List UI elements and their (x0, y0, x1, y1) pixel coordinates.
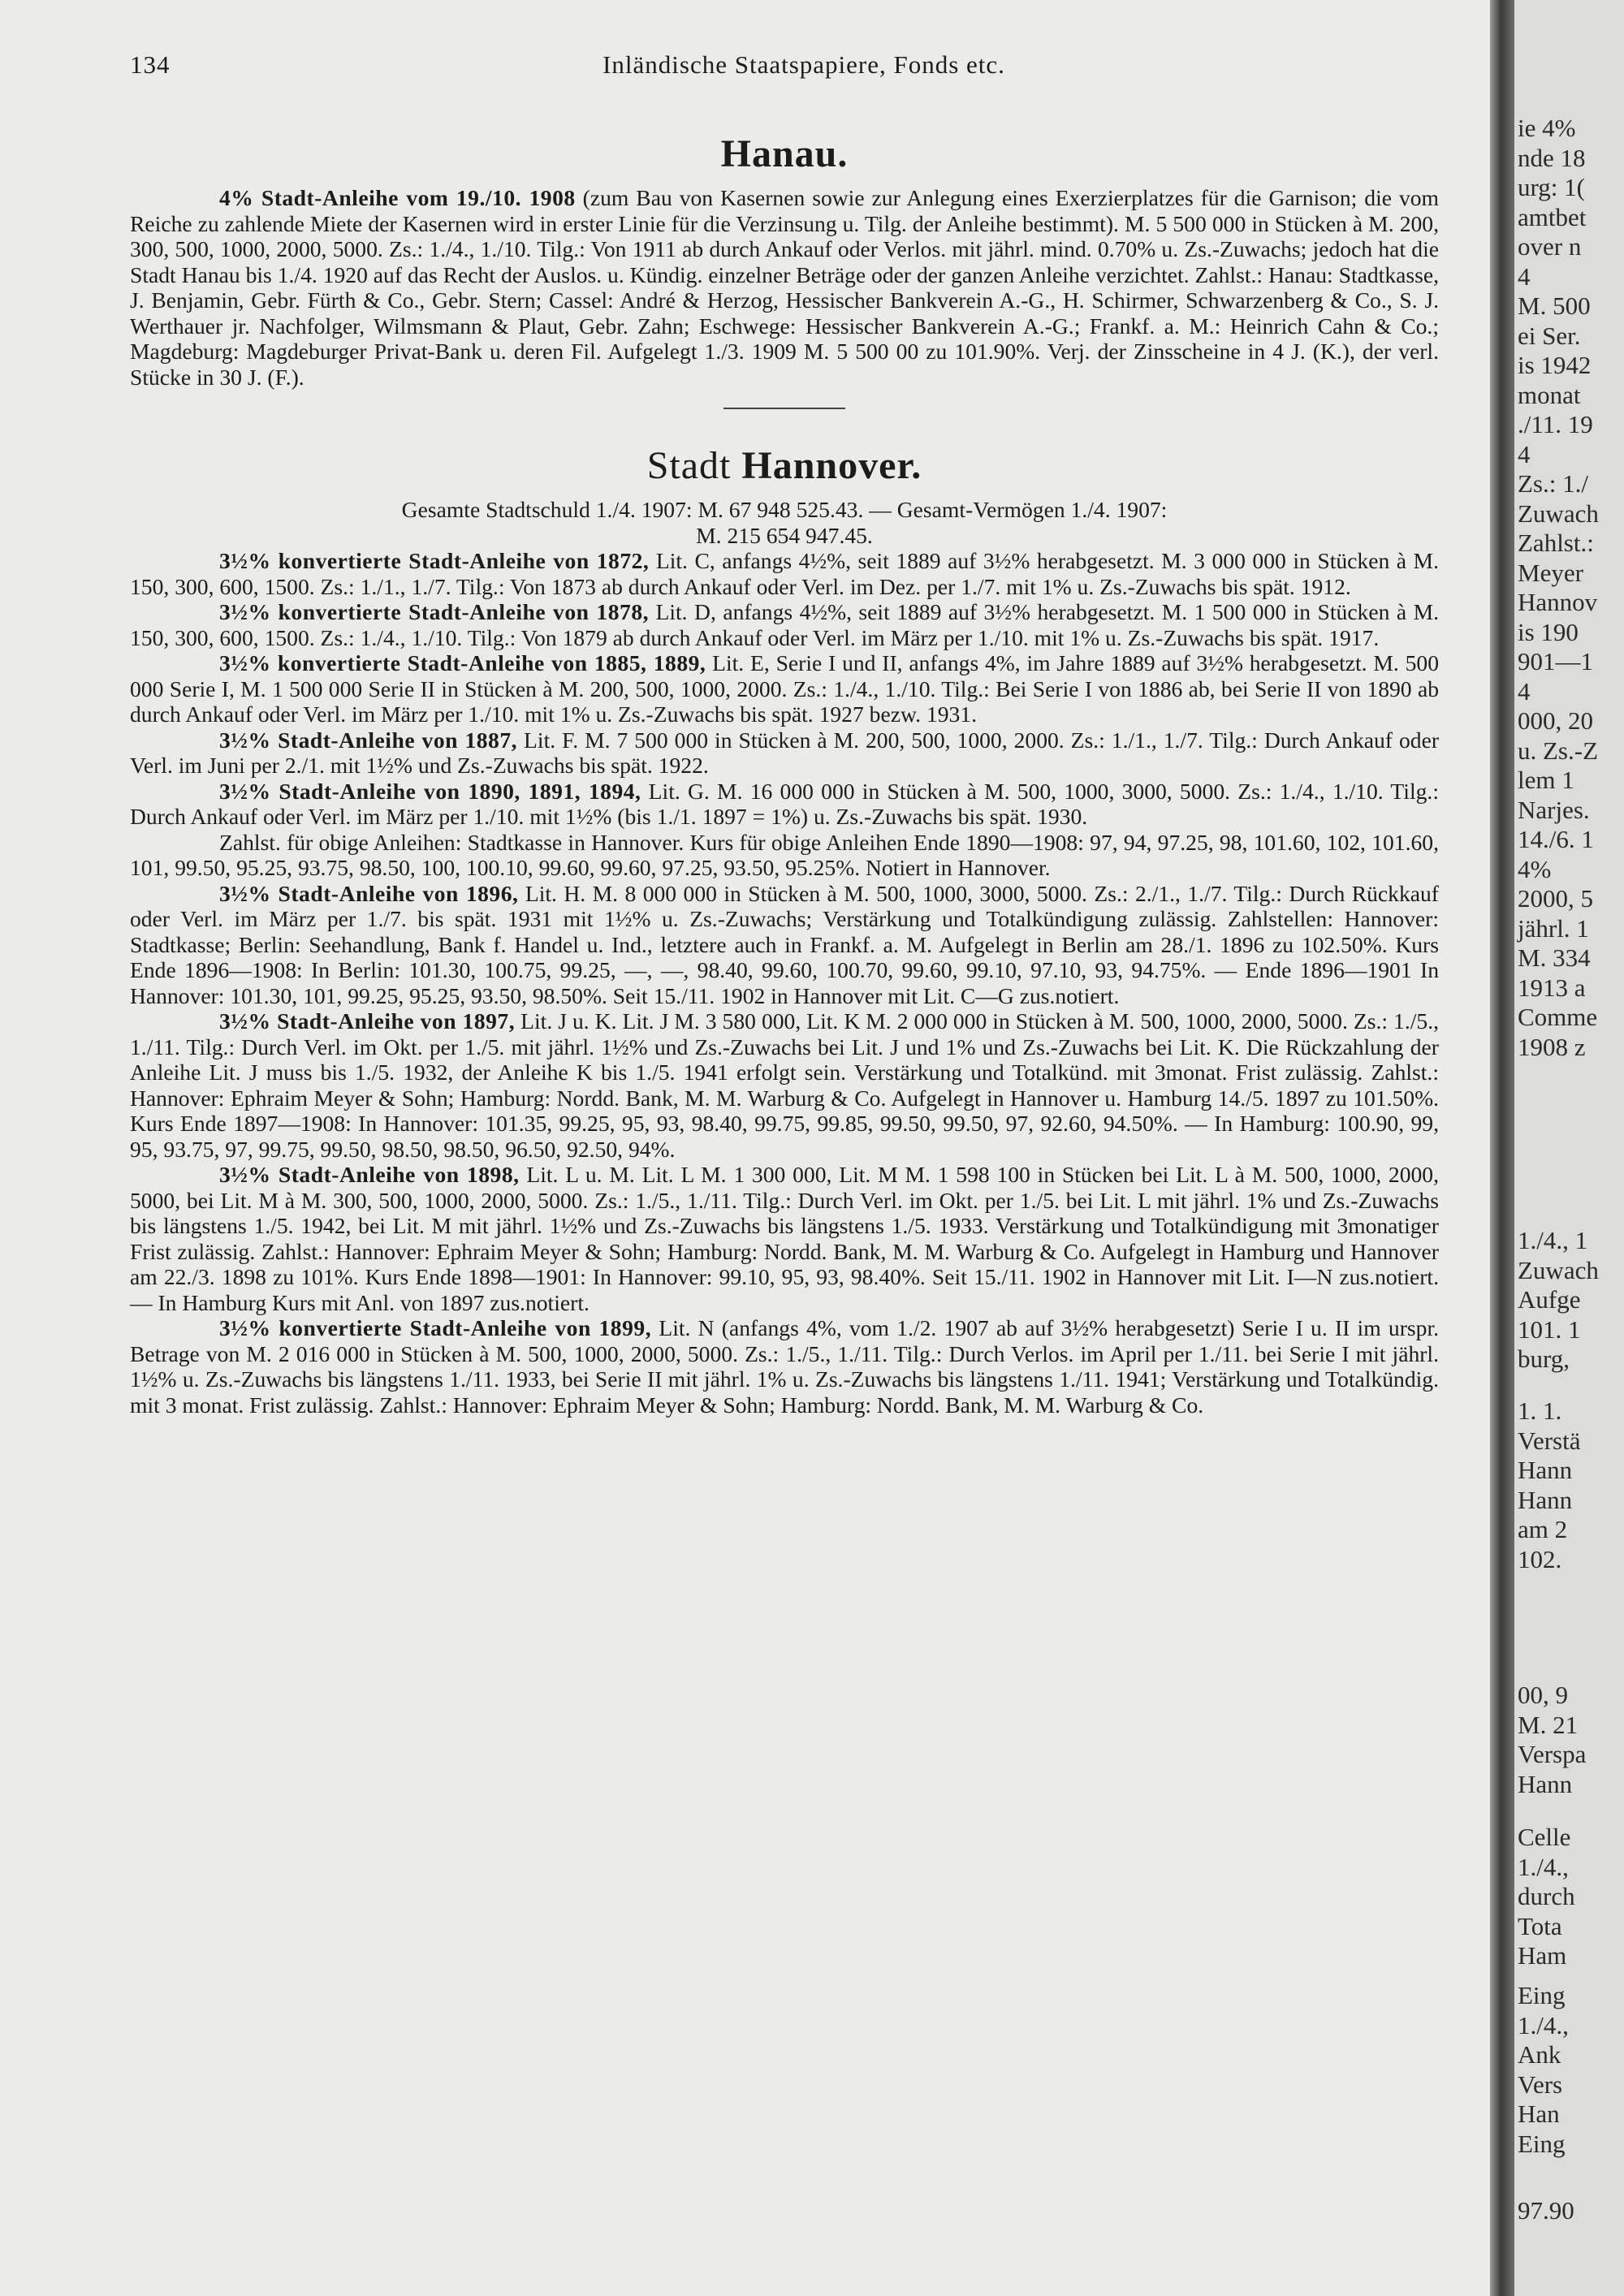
facing-page-fragment: Meyer (1518, 558, 1583, 587)
bond-text: Lit. E, Serie I und II, anfangs 4%, im Jahre 1889 auf 3½% herabgesetzt. M. 500 000 Serie I, M. 1 500 000 Serie II in Stücken à M. 200, 500, 1000, 2000. Zs.: 1./4., 1./10. Tilg.: Bei Serie I von 1886 ab, bei Serie II von 1890 ab durch Ankauf oder Verl. im März per 1./10. mit 1% u. Zs.-Zuwachs bis spät. 1927 bezw. 1931. (130, 650, 1439, 727)
facing-page-fragment: ./11. 19 (1518, 410, 1593, 438)
facing-page-fragment: nde 18 (1518, 143, 1586, 172)
facing-page-fragment: 1908 z (1518, 1032, 1586, 1061)
facing-page-fragment: is 1942 (1518, 351, 1592, 379)
bond-text: Lit. F. M. 7 500 000 in Stücken à M. 200, 500, 1000, 2000. Zs.: 1./1., 1./7. Tilg.: Durch Ankauf oder Verl. im Juni per 2./1. mit 1½% und Zs.-Zuwachs bis spät. 1922. (130, 727, 1440, 778)
bond-entry (130, 727, 1439, 779)
section-divider (723, 408, 845, 409)
facing-page-fragment: Aufge (1518, 1285, 1581, 1314)
bond-text: Lit. D, anfangs 4½%, seit 1889 auf 3½% herabgesetzt. M. 1 500 000 in Stücken à M. 150, 300, 600, 1500. Zs.: 1./4., 1./10. Tilg.: Von 1879 ab durch Ankauf oder Verl. im März per 1./10. mit 1% u. Zs.-Zuwachs bis spät. 1917. (130, 599, 1440, 650)
facing-page-fragment: 4 (1518, 261, 1531, 291)
facing-page-fragment: 4 (1518, 439, 1531, 468)
facing-page-fragment: Zuwach (1518, 498, 1599, 528)
facing-page-fragment: Zuwach (1518, 1255, 1599, 1284)
bond-entry (130, 779, 1439, 830)
facing-page-fragment: Hann (1518, 1456, 1573, 1484)
facing-page-fragment: is 190 (1518, 617, 1579, 646)
facing-page-fragment: M. 334 (1518, 943, 1591, 972)
facing-page-fragment: u. Zs.-Z (1518, 736, 1599, 765)
facing-page-fragment: Eing (1518, 1981, 1566, 2009)
facing-page-fragment: 2000, 5 (1518, 884, 1593, 913)
facing-page-fragment: Ham (1518, 1941, 1567, 1970)
facing-page-fragment: burg, (1518, 1344, 1570, 1373)
bond-heading: 3½% konvertierte Stadt-Anleihe von 1885, 1889, (219, 650, 706, 675)
facing-page-fragment: Tota (1518, 1911, 1562, 1940)
facing-page-fragment: Zahlst.: (1518, 529, 1594, 557)
bond-heading: 4% Stadt-Anleihe vom 19./10. 1908 (219, 185, 576, 210)
debt-summary-line: Gesamte Stadtschuld 1./4. 1907: M. 67 948 525.43. — Gesamt-Vermögen 1./4. 1907: (401, 497, 1168, 522)
bond-heading: 3½% Stadt-Anleihe von 1897, (219, 1008, 516, 1034)
bond-entry (130, 1315, 1439, 1418)
bond-heading: 3½% konvertierte Stadt-Anleihe von 1899, (219, 1315, 652, 1340)
title-city: Hannover. (741, 444, 922, 487)
facing-page-fragment: M. 21 (1518, 1710, 1579, 1739)
facing-page-fragment: Hann (1518, 1485, 1573, 1514)
facing-page-fragment: Comme (1518, 1003, 1598, 1031)
facing-page-fragment: jährl. 1 (1518, 913, 1589, 943)
title-prefix: Stadt (646, 444, 742, 487)
bond-heading: 3½% Stadt-Anleihe von 1898, (219, 1162, 520, 1187)
facing-page-fragment: 00, 9 (1518, 1681, 1568, 1709)
facing-page-fragment: Ank (1518, 2040, 1561, 2069)
facing-page-fragment: Hann (1518, 1769, 1573, 1798)
facing-page-fragment: over n (1518, 232, 1582, 261)
facing-page-fragment: M. 500 (1518, 291, 1591, 320)
bond-entry (130, 881, 1439, 1009)
bond-text: Lit. N (anfangs 4%, vom 1./2. 1907 ab auf 3½% herabgesetzt) Serie I u. II im urspr. Betrage von M. 2 016 000 in Stücken à M. 500, 1000, 2000, 5000. Zs.: 1./5., 1./11. Tilg.: Durch Verlos. im April per 1./11. bei Serie I mit jährl. 1½% u. Zs.-Zuwachs bis längstens 1./11. 1933, bei Serie II mit jährl. 1% u. Zs.-Zuwachs bis längstens 1./11. 1941; Verstärkung und Totalkündig. mit 3 monat. Frist zulässig. Zahlst.: Hannover: Ephraim Meyer & Sohn; Hamburg: Nordd. Bank, M. M. Warburg & Co. (130, 1315, 1440, 1418)
facing-page-fragment: amtbet (1518, 202, 1587, 231)
facing-page-fragment: 14./6. 1 (1518, 825, 1594, 853)
facing-page-fragment: Celle (1518, 1823, 1571, 1851)
bond-text: Lit. C, anfangs 4½%, seit 1889 auf 3½% herabgesetzt. M. 3 000 000 in Stücken à M. 150, 300, 600, 1500. Zs.: 1./1., 1./7. Tilg.: Von 1873 ab durch Ankauf oder Verl. im Dez. per 1./7. mit 1% u. Zs.-Zuwachs bis spät. 1912. (130, 548, 1439, 599)
assets-summary-line: M. 215 654 947.45. (696, 522, 873, 548)
section-title-hannover (130, 442, 1439, 490)
facing-page-fragment: urg: 1( (1518, 173, 1585, 201)
bond-heading: 3½% Stadt-Anleihe von 1896, (219, 880, 519, 906)
facing-page-fragment: Verspa (1518, 1740, 1587, 1768)
facing-page-fragment: 102. (1518, 1544, 1562, 1573)
facing-page-fragment: Zs.: 1./ (1518, 469, 1588, 498)
page-content (130, 130, 1439, 1418)
facing-page-fragment: 4 (1518, 676, 1531, 706)
running-title: Inländische Staatspapiere, Fonds etc. (603, 50, 1005, 79)
bond-text: Zahlst. für obige Anleihen: Stadtkasse in Hannover. Kurs für obige Anleihen Ende 1890—1908: 97, 94, 97.25, 98, 101.60, 102, 101.60, 101, 99.50, 95.25, 93.75, 98.50, 100, 100.10, 99.60, 99.60, 97.25, 93.50, 95.25%. Notiert in Hannover. (130, 829, 1439, 880)
bond-text: Lit. G. M. 16 000 000 in Stücken à M. 500, 1000, 3000, 5000. Zs.: 1./4., 1./10. Tilg.: Durch Ankauf oder Verl. im März per 1./10. mit 1½% (bis 1./1. 1897 = 1%) u. Zs.-Zuwachs bis spät. 1930. (130, 778, 1439, 829)
facing-page-fragment: 1./4., 1 (1518, 1226, 1588, 1254)
book-gutter (1490, 0, 1514, 2296)
facing-page-fragment: Vers (1518, 2069, 1563, 2099)
bond-entry (130, 1008, 1439, 1162)
bond-text: Lit. H. M. 8 000 000 in Stücken à M. 500, 1000, 3000, 5000. Zs.: 2./1., 1./7. Tilg.: Durch Rückkauf oder Verl. im März per 1./7. bis spät. 1931 mit 1½% u. Zs.-Zuwachs; Verstärkung und Totalkündigung zulässig. Zahlstellen: Hannover: Stadtkasse; Berlin: Seehandlung, Bank f. Handel u. Ind., letztere auch in Frankf. a. M. Aufgelegt in Berlin am 28./1. 1896 zu 102.50%. Kurs Ende 1896—1908: In Berlin: 101.30, 100.75, 99.25, —, —, 98.40, 99.60, 100.70, 99.60, 99.10, 97.10, 93, 94.75%. — Ende 1896—1901 In Hannover: 101.30, 101, 99.25, 95.25, 93.50, 98.50%. Seit 15./11. 1902 in Hannover mit Lit. C—G zus.notiert. (130, 880, 1439, 1008)
bond-entry (130, 650, 1439, 727)
bond-entry (130, 548, 1439, 599)
facing-page-edge (1514, 0, 1624, 2296)
bond-entry (130, 1162, 1439, 1315)
section-title-hanau: Hanau. (720, 132, 849, 175)
bond-heading: 3½% konvertierte Stadt-Anleihe von 1878, (219, 599, 650, 624)
facing-page-fragment: 101. 1 (1518, 1314, 1581, 1344)
page-number: 134 (130, 50, 171, 79)
bond-heading: 3½% konvertierte Stadt-Anleihe von 1872, (219, 548, 650, 573)
page-header (130, 50, 1478, 86)
facing-page-fragment: Han (1518, 2100, 1560, 2128)
facing-page-fragment: 1./4., (1518, 1852, 1569, 1881)
facing-page-fragment: Eing (1518, 2129, 1566, 2158)
bond-heading: 3½% Stadt-Anleihe von 1887, (219, 727, 518, 753)
facing-page-fragment: lem 1 (1518, 766, 1574, 794)
facing-page-fragment: ei Ser. (1518, 321, 1581, 350)
bond-text: Lit. L u. M. Lit. L M. 1 300 000, Lit. M M. 1 598 100 in Stücken bei Lit. L à M. 500, 1000, 2000, 5000, bei Lit. M à M. 300, 500, 1000, 2000, 5000. Zs.: 1./5., 1./11. Tilg.: Durch Verl. im Okt. per 1./5. bei Lit. L mit jährl. 1% und Zs.-Zuwachs bis längstens 1./5. 1942, bei Lit. M mit jährl. 1½% und Zs.-Zuwachs bis längstens 1./5. 1933. Verstärkung und Totalkündigung mit 3monatiger Frist zulässig. Zahlst.: Hannover: Ephraim Meyer & Sohn; Hamburg: Nordd. Bank, M. M. Warburg & Co. Aufgelegt in Hamburg und Hannover am 22./3. 1898 zu 101%. Kurs Ende 1898—1901: In Hannover: 99.10, 95, 93, 98.40%. Seit 15./11. 1902 in Hannover mit Lit. I—N zus.notiert. — In Hamburg Kurs mit Anl. von 1897 zus.notiert. (130, 1162, 1439, 1315)
facing-page-fragment: 000, 20 (1518, 706, 1593, 735)
facing-page-fragment: ie 4% (1518, 114, 1576, 142)
facing-page-fragment: 97.90 (1518, 2196, 1574, 2225)
bond-heading: 3½% Stadt-Anleihe von 1890, 1891, 1894, (219, 778, 641, 804)
facing-page-fragment: durch (1518, 1882, 1575, 1910)
facing-page-fragment: Narjes. (1518, 795, 1590, 824)
bond-text: Lit. J u. K. Lit. J M. 3 580 000, Lit. K M. 2 000 000 in Stücken à M. 500, 1000, 2000, 5000. Zs.: 1./5., 1./11. Tilg.: Durch Verl. im Okt. per 1./5. mit jährl. 1½% und Zs.-Zuwachs bei Lit. J und 1% und Zs.-Zuwachs bei Lit. K. Die Rückzahlung der Anleihe Lit. J muss bis 1./5. 1932, der Anleihe K bis 1./5. 1941 erfolgt sein. Verstärkung und Totalkünd. mit 3monat. Frist zulässig. Zahlst.: Hannover: Ephraim Meyer & Sohn; Hamburg: Nordd. Bank, M. M. Warburg & Co. Aufgelegt in Hannover u. Hamburg 14./5. 1897 zu 101.50%. Kurs Ende 1897—1908: In Hannover: 101.35, 99.25, 95, 93, 98.40, 99.75, 99.85, 99.50, 99.50, 97, 92.60, 94.50%. — In Hamburg: 100.90, 99, 95, 93.75, 97, 99.75, 99.50, 98.50, 98.50, 96.50, 92.50, 94%. (130, 1008, 1439, 1162)
paying-agents-note (130, 830, 1439, 881)
facing-page-fragment: Verstä (1518, 1426, 1581, 1455)
facing-page-fragment: 1./4., (1518, 2010, 1569, 2039)
bond-entry (130, 185, 1439, 390)
facing-page-fragment: 4% (1518, 854, 1552, 883)
facing-page-fragment: 1913 a (1518, 973, 1586, 1002)
facing-page-fragment: Hannov (1518, 588, 1598, 616)
facing-page-fragment: monat (1518, 380, 1581, 409)
facing-page-fragment: 1. 1. (1518, 1396, 1562, 1425)
facing-page-fragment: am 2 (1518, 1515, 1568, 1543)
bond-text: (zum Bau von Kasernen sowie zur Anlegung eines Exerzierplatzes für die Garnison; die vom Reiche zu zahlende Miete der Kasernen wird in erster Linie für die Verzinsung u. Tilg. der Anleihe bestimmt). M. 5 500 000 in Stücken à M. 200, 300, 500, 1000, 2000, 5000. Zs.: 1./4., 1./10. Tilg.: Von 1911 ab durch Ankauf oder Verlos. mit jährl. mind. 0.70% u. Zs.-Zuwachs; jedoch hat die Stadt Hanau bis 1./4. 1920 auf das Recht der Auslos. u. Kündig. einzelner Beträge oder der ganzen Anleihe verzichtet. Zahlst.: Hanau: Stadtkasse, J. Benjamin, Gebr. Fürth & Co., Gebr. Stern; Cassel: André & Herzog, Hessischer Bankverein A.-G., H. Schirmer, Schwarzenberg & Co., S. J. Werthauer jr. Nachfolger, Wilmsmann & Plaut, Gebr. Zahn; Eschwege: Hessischer Bankverein A.-G.; Frankf. a. M.: Heinrich Cahn & Co.; Magdeburg: Magdeburger Privat-Bank u. deren Fil. Aufgelegt 1./3. 1909 M. 5 500 00 zu 101.90%. Verj. der Zinsscheine in 4 J. (K.), der verl. Stücke in 30 J. (F.). (130, 185, 1440, 390)
bond-entry (130, 599, 1439, 650)
facing-page-fragment: 901—1 (1518, 647, 1593, 675)
